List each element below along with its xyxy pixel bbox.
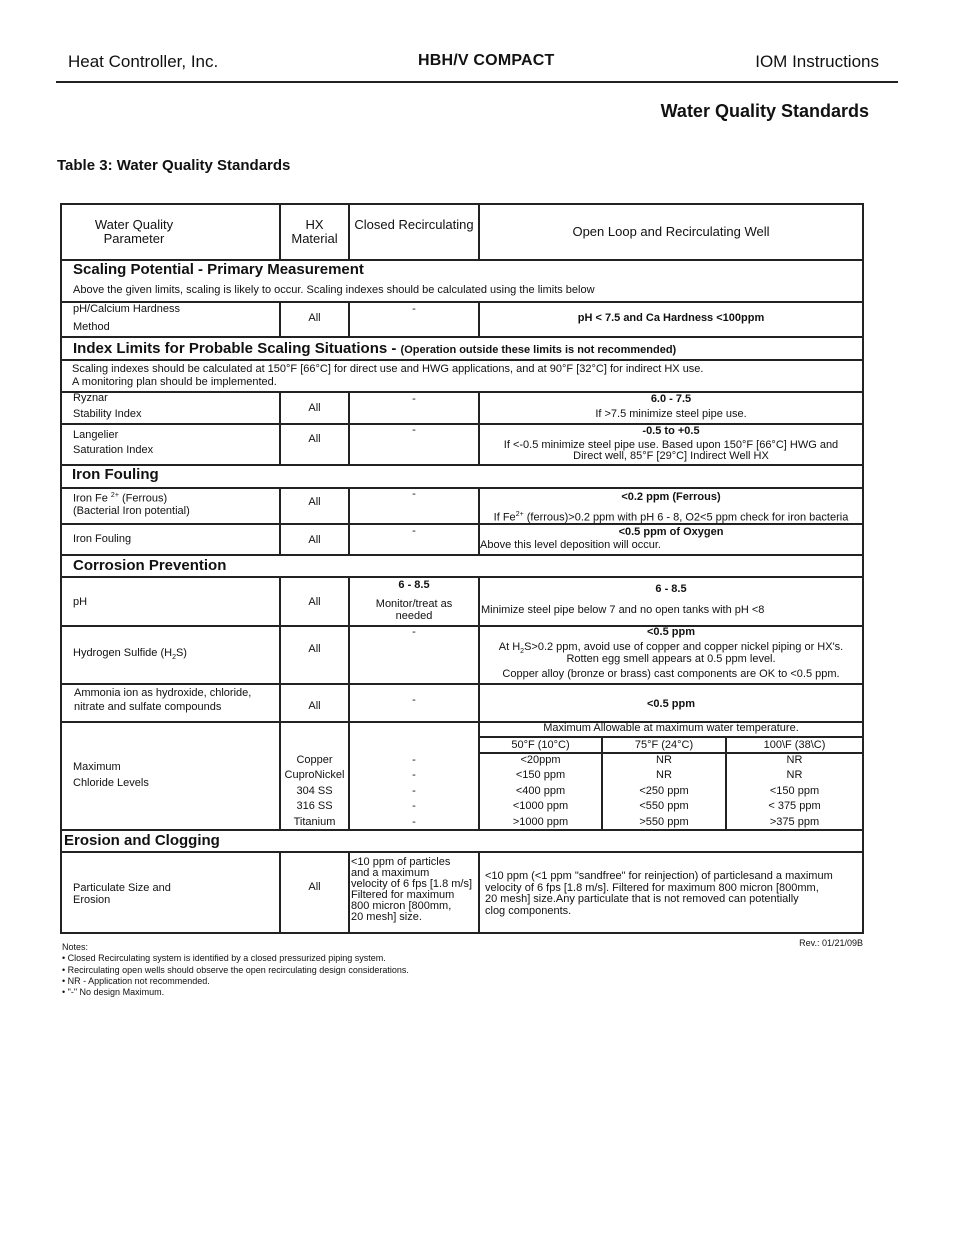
- iron-heading: Iron Fouling: [72, 466, 159, 483]
- closed-value: -: [412, 525, 416, 537]
- param-particulate-line1: Particulate Size and: [73, 882, 171, 894]
- param-h2s: Hydrogen Sulfide $(H_2S)$: [73, 647, 187, 662]
- chloride-100: NR: [786, 754, 803, 766]
- scaling-note: Above the given limits, scaling is likely to occur. Scaling indexes should be calculated using the limits below: [73, 284, 595, 296]
- row-divider: [62, 336, 862, 338]
- erosion-heading: Erosion and Clogging: [64, 832, 220, 849]
- scaling-heading: Scaling Potential - Primary Measurement: [73, 261, 364, 278]
- chloride-table-header: Maximum Allowable at maximum water temperature.: [543, 722, 799, 734]
- note-item: • "-" No design Maximum.: [62, 987, 165, 998]
- closed-value: -: [412, 393, 416, 405]
- param-ph-ca-line2: Method: [73, 321, 110, 333]
- chloride-50: <150 ppm: [515, 769, 566, 781]
- chloride-75: <550 ppm: [639, 800, 689, 812]
- row-divider: [62, 851, 862, 853]
- chloride-50: >1000 ppm: [512, 816, 569, 828]
- chloride-75: >550 ppm: [639, 816, 689, 828]
- param-langelier-line1: Langelier: [73, 429, 119, 441]
- chloride-50: <20ppm: [520, 754, 561, 766]
- open-erosion-text: <10 ppm (<1 ppm "sandfree" for reinjection) of particlesand a maximum velocity of 6 fps [1.8 m/s]. Filtered for maximum 800 micron [800mm, 20 mesh] size.Any particulate that is not removed can potentially clog components.: [485, 870, 833, 917]
- notes-title: Notes:: [62, 942, 89, 952]
- chloride-75: NR: [656, 754, 672, 766]
- chloride-closed: -: [412, 769, 416, 781]
- open-note: Minimize steel pipe below 7 and no open tanks with pH <8: [481, 604, 765, 616]
- param-ammonia-line1: Ammonia ion as hydroxide, chloride,: [74, 687, 252, 699]
- param-iron-fe: Iron Fe $^{2+}$ (Ferrous): [73, 492, 168, 505]
- closed-value: -: [412, 303, 416, 315]
- open-value: <0.2 ppm (Ferrous): [621, 491, 721, 503]
- chloride-closed: -: [412, 754, 416, 766]
- temp-header-75: 75°F (24°C): [634, 739, 694, 751]
- param-chloride-line2: Chloride Levels: [73, 777, 149, 789]
- chloride-75: NR: [656, 769, 672, 781]
- param-langelier-line2: Saturation Index: [73, 444, 154, 456]
- chloride-100: >375 ppm: [769, 816, 820, 828]
- open-value: -0.5 to +0.5: [642, 425, 700, 437]
- note-item: • NR - Application not recommended.: [62, 975, 210, 986]
- closed-erosion-text: <10 ppm of particles and a maximum velocity of 6 fps [1.8 m/s] Filtered for maximum 800 micron [800mm, 20 mesh] size.: [351, 856, 473, 923]
- temp-header-100: 100\F (38\C): [763, 739, 826, 751]
- row-divider: [62, 554, 862, 556]
- param-ph-ca-line1: pH/Calcium Hardness: [73, 303, 180, 315]
- open-value: <0.5 ppm of Oxygen: [618, 526, 724, 538]
- open-note: At $H_2S>0.2$ ppm, avoid use of copper and copper nickel piping or HX's.: [498, 641, 844, 656]
- param-ryznar-line1: Ryznar: [73, 392, 108, 404]
- hx-value: All: [308, 312, 321, 324]
- open-note: If $Fe^{2+}$ (ferrous)>0.2 ppm with pH 6 - 8, O2<5 ppm check for iron bacteria: [493, 511, 849, 524]
- open-value: <0.5 ppm: [647, 698, 695, 710]
- open-note: Rotten egg smell appears at 0.5 ppm level.: [566, 653, 776, 665]
- col-divider: [348, 851, 350, 934]
- row-divider: [479, 736, 862, 738]
- open-value: <0.5 ppm: [647, 626, 695, 638]
- row-divider: [62, 576, 862, 578]
- notes: [62, 942, 409, 998]
- chloride-closed: -: [412, 785, 416, 797]
- index-note-line2: A monitoring plan should be implemented.: [72, 376, 277, 388]
- company-name: Heat Controller, Inc.: [68, 52, 219, 71]
- param-ryznar-line2: Stability Index: [73, 408, 142, 420]
- param-iron-fe-line2: (Bacterial Iron potential): [73, 505, 190, 517]
- table-caption: Table 3: Water Quality Standards: [57, 157, 291, 174]
- corrosion-heading: Corrosion Prevention: [73, 557, 227, 574]
- closed-value: -: [412, 488, 416, 500]
- open-note: If <-0.5 minimize steel pipe use. Based upon 150°F [66°C] HWG and: [503, 439, 839, 451]
- open-value: 6 - 8.5: [655, 583, 687, 595]
- chloride-closed: -: [412, 800, 416, 812]
- col-header-closed: Closed Recirculating: [354, 217, 474, 232]
- col-divider: [348, 205, 350, 259]
- row-divider: [62, 359, 862, 361]
- document-type: IOM Instructions: [755, 52, 879, 71]
- chloride-100: NR: [786, 769, 803, 781]
- open-note: If >7.5 minimize steel pipe use.: [595, 408, 747, 420]
- closed-value: -: [412, 694, 416, 706]
- note-item: • Closed Recirculating system is identified by a closed pressurized piping system.: [62, 953, 386, 964]
- index-note-line1: Scaling indexes should be calculated at 150°F [66°C] for direct use and HWG applications, and at 90°F [32°C] for indirect HX use.: [72, 363, 704, 375]
- param-ph: pH: [73, 596, 88, 608]
- row-divider: [62, 829, 862, 831]
- header-rule: [56, 81, 898, 83]
- index-heading: Index Limits for Probable Scaling Situations - (Operation outside these limits is not recommended): [73, 340, 677, 357]
- closed-value: -: [412, 626, 416, 638]
- hx-value: All: [308, 700, 321, 712]
- chloride-material: Copper: [296, 754, 333, 766]
- hx-value: All: [308, 402, 321, 414]
- hx-value: All: [308, 881, 321, 893]
- closed-value: 6 - 8.5: [398, 579, 430, 591]
- chloride-material: Titanium: [293, 816, 336, 828]
- hx-value: All: [308, 433, 321, 445]
- chloride-material: 304 SS: [296, 785, 333, 797]
- open-value: 6.0 - 7.5: [650, 393, 692, 405]
- open-note: Direct well, 85°F [29°C] Indirect Well HX: [573, 450, 769, 462]
- closed-note: Monitor/treat as: [375, 598, 453, 610]
- section-title: Water Quality Standards: [660, 101, 869, 121]
- chloride-100: < 375 ppm: [768, 800, 821, 812]
- product-name: HBH/V COMPACT: [418, 52, 555, 69]
- col-divider: [478, 851, 480, 934]
- chloride-material: CuproNickel: [284, 769, 345, 781]
- chloride-closed: -: [412, 816, 416, 828]
- param-iron-fouling: Iron Fouling: [73, 533, 132, 545]
- open-note: Above this level deposition will occur.: [480, 539, 661, 551]
- hx-value: All: [308, 534, 321, 546]
- revision-label: Rev.: 01/21/09B: [799, 938, 863, 948]
- chloride-100: <150 ppm: [769, 785, 820, 797]
- chloride-50: <1000 ppm: [512, 800, 569, 812]
- param-ammonia-line2: nitrate and sulfate compounds: [74, 701, 222, 713]
- col-header-hx: HX Material: [291, 217, 338, 246]
- row-divider: [62, 683, 862, 685]
- col-header-open: Open Loop and Recirculating Well: [572, 224, 770, 239]
- chloride-50: <400 ppm: [515, 785, 566, 797]
- open-value: pH < 7.5 and Ca Hardness <100ppm: [577, 312, 765, 324]
- temp-header-50: 50°F (10°C): [511, 739, 570, 751]
- note-item: • Recirculating open wells should observe the open recirculating design considerations.: [62, 964, 409, 975]
- param-particulate-line2: Erosion: [73, 894, 111, 906]
- chloride-75: <250 ppm: [639, 785, 689, 797]
- closed-value: -: [412, 424, 416, 436]
- hx-value: All: [308, 496, 321, 508]
- closed-note: needed: [395, 610, 433, 622]
- water-quality-table: [60, 203, 864, 934]
- open-note: Copper alloy (bronze or brass) cast components are OK to <0.5 ppm.: [502, 668, 840, 680]
- hx-value: All: [308, 596, 321, 608]
- row-divider: [62, 464, 862, 466]
- chloride-material: 316 SS: [296, 800, 333, 812]
- hx-value: All: [308, 643, 321, 655]
- param-chloride-line1: Maximum: [73, 761, 121, 773]
- col-header-param: Water Quality Parameter: [94, 217, 174, 246]
